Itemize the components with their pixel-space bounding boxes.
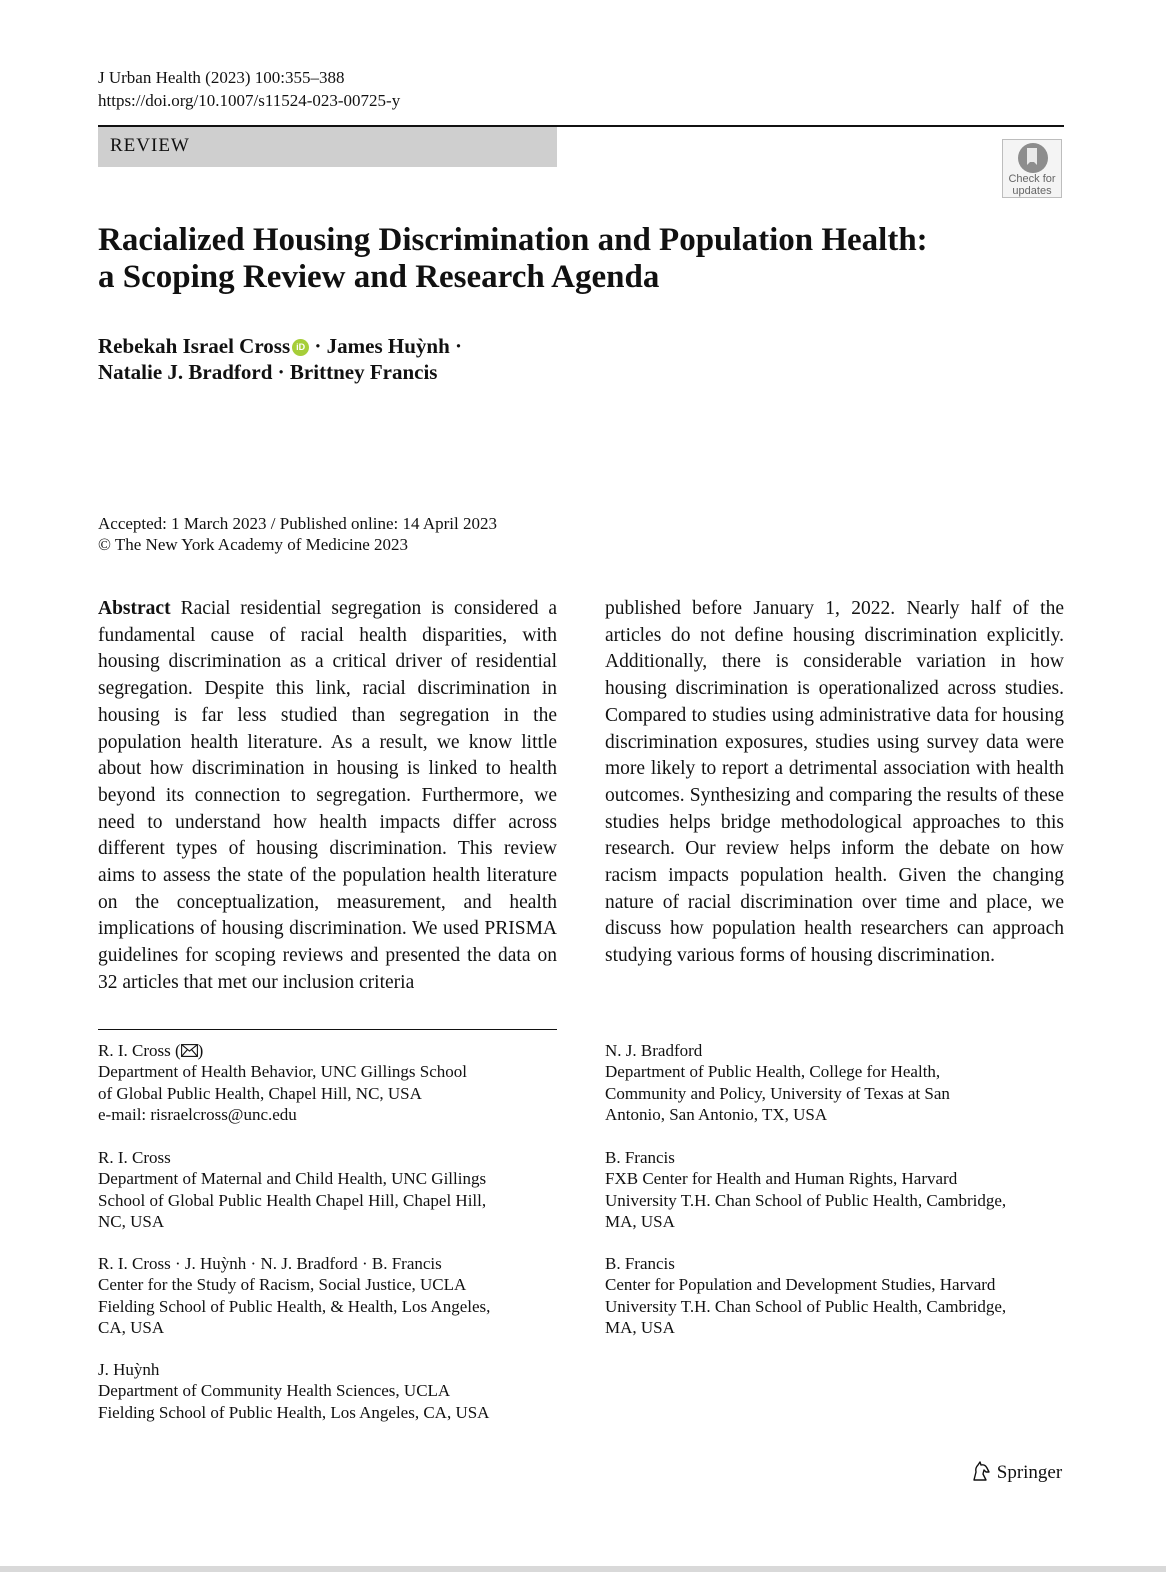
author-4[interactable]: Brittney Francis: [289, 360, 438, 384]
author-1[interactable]: Rebekah Israel Cross: [98, 334, 291, 358]
page-bottom-edge: [0, 1566, 1166, 1572]
affiliation-block: N. J. Bradford Department of Public Health, College for Health, Community and Policy, University of Texas at San Antonio, San Antonio, TX, USA: [605, 1041, 950, 1124]
affiliation-rule: [98, 1029, 557, 1030]
abstract-column-left: [98, 596, 557, 997]
doi-link[interactable]: https://doi.org/10.1007/s11524-023-00725-y: [98, 91, 401, 110]
publisher-logo: [970, 1460, 1062, 1485]
accepted-published-dates: Accepted: 1 March 2023 / Published online: 14 April 2023: [98, 514, 497, 533]
author-3[interactable]: Natalie J. Bradford: [98, 360, 273, 384]
journal-citation: J Urban Health (2023) 100:355–388: [98, 68, 345, 87]
affiliation-block: B. Francis FXB Center for Health and Human Rights, Harvard University T.H. Chan School of Public Health, Cambridge, MA, USA: [605, 1148, 1007, 1231]
envelope-icon[interactable]: [181, 1044, 198, 1057]
affiliation-block: R. I. Cross ( ) Department of Health Behavior, UNC Gillings School of Global Public Health, Chapel Hill, NC, USA e-mail: risraelcross@unc.edu: [98, 1040, 568, 1125]
abstract-label: Abstract: [98, 598, 171, 619]
email-link[interactable]: e-mail: risraelcross@unc.edu: [98, 1104, 297, 1124]
springer-horse-icon: [970, 1460, 992, 1482]
check-for-updates-text: Check for updates: [1008, 173, 1056, 197]
copyright-notice: © The New York Academy of Medicine 2023: [98, 535, 409, 554]
check-for-updates-icon: [1018, 143, 1048, 173]
author-list: Rebekah Israel Cross iD · James Huỳnh · Natalie J. Bradford · Brittney Francis: [98, 334, 463, 384]
check-for-updates-badge[interactable]: [1002, 139, 1062, 198]
abstract-column-right: [605, 596, 1064, 970]
affiliation-block: R. I. Cross · J. Huỳnh · N. J. Bradford · B. Francis Center for the Study of Racism, Social Justice, UCLA Fielding School of Public Health, & Health, Los Angeles, CA, USA: [98, 1254, 491, 1337]
publication-dates: [98, 513, 497, 555]
affiliation-block: J. Huỳnh Department of Community Health Sciences, UCLA Fielding School of Public Health, Los Angeles, CA, USA: [98, 1360, 490, 1422]
article-type-banner: [98, 127, 557, 167]
author-2[interactable]: James Huỳnh: [326, 334, 450, 358]
article-title: [98, 222, 1058, 296]
publisher-name: Springer: [996, 1462, 1063, 1483]
affiliation-block: B. Francis Center for Population and Development Studies, Harvard University T.H. Chan School of Public Health, Cambridge, MA, USA: [605, 1254, 1007, 1337]
article-type-label: REVIEW: [110, 135, 190, 156]
title-line-1: Racialized Housing Discrimination and Population Health:: [98, 222, 928, 258]
abstract-text-left: Racial residential segregation is considered a fundamental cause of racial health disparities, with housing discrimination as a critical driver of residential segregation. Despite this link, racial discrimination in housing is far less studied than segregation in the population health literature. As a result, we know little about how discrimination in housing is linked to health beyond its connection to segregation. Furthermore, we need to understand how health impacts differ across different types of housing discrimination. This review aims to assess the state of the population health literature on the conceptualization, measurement, and health implications of housing discrimination. We used PRISMA guidelines for scoping reviews and presented the data on 32 articles that met our inclusion criteria: [98, 598, 557, 993]
orcid-icon[interactable]: iD: [292, 339, 309, 356]
affiliation-block: R. I. Cross Department of Maternal and Child Health, UNC Gillings School of Global Public Health Chapel Hill, Chapel Hill, NC, USA: [98, 1148, 487, 1231]
title-line-2: a Scoping Review and Research Agenda: [98, 259, 660, 295]
abstract-text-right: published before January 1, 2022. Nearly half of the articles do not define housing discrimination explicitly. Additionally, there is considerable variation in how housing discrimination is operationalized across studies. Compared to studies using administrative data for housing discrimination exposures, studies using survey data were more likely to report a detrimental association with health outcomes. Synthesizing and comparing the results of these studies helps bridge methodological approaches to this research. Our review helps inform the debate on how racism impacts population health. Given the changing nature of racial discrimination over time and place, we discuss how population health researchers can approach studying various forms of housing discrimination.: [605, 598, 1064, 967]
